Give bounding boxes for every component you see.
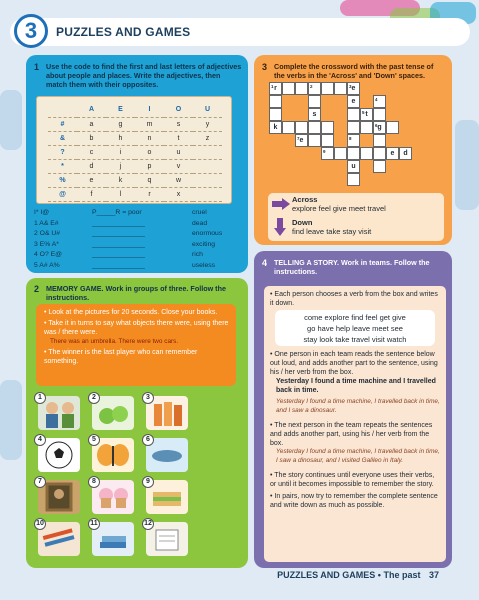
picture-number: 8 bbox=[88, 476, 100, 488]
opposite-word: enormous bbox=[192, 230, 223, 237]
down-words: find leave take stay visit bbox=[292, 227, 372, 236]
clue: 5 A# A% bbox=[34, 261, 60, 269]
code-cell: & bbox=[48, 131, 77, 145]
code-cell bbox=[193, 173, 222, 187]
code-cell: q bbox=[135, 173, 164, 187]
code-cell: u bbox=[164, 145, 193, 159]
crossword-cell[interactable]: 8 bbox=[347, 134, 360, 147]
verb-line: stay look take travel visit watch bbox=[303, 335, 407, 344]
code-cell: c bbox=[77, 145, 106, 159]
opposite-word: rich bbox=[192, 251, 203, 258]
code-table bbox=[48, 103, 222, 202]
page-number: 37 bbox=[428, 570, 439, 580]
crossword-cell[interactable]: 7 e bbox=[295, 134, 308, 147]
code-cell: s bbox=[164, 117, 193, 131]
crossword-grid bbox=[264, 80, 444, 180]
crossword-cell[interactable] bbox=[321, 82, 334, 95]
instruction-bullet: • Look at the pictures for 20 seconds. Close your books. bbox=[44, 309, 218, 316]
code-cell: x bbox=[164, 187, 193, 201]
crossword-cell[interactable]: e bbox=[386, 147, 399, 160]
crossword-cell[interactable]: 4 bbox=[373, 95, 386, 108]
code-header-cell: O bbox=[164, 103, 193, 117]
page-footer bbox=[277, 570, 439, 580]
exercise-1-number: 1 bbox=[34, 62, 40, 72]
clue: 2 O& U# bbox=[34, 230, 61, 237]
picture-number: 11 bbox=[88, 518, 100, 530]
opposite-word: useless bbox=[192, 261, 216, 269]
code-cell: o bbox=[135, 145, 164, 159]
crossword-cell[interactable] bbox=[308, 95, 321, 108]
answer-line[interactable]: P_____R = poor bbox=[92, 209, 142, 216]
picture-number: 5 bbox=[88, 434, 100, 446]
example-sentence: Yesterday I found a time machine, I travelled back in time, I saw a dinosaur, and I visited Galileo in Italy. bbox=[276, 448, 440, 464]
answer-list bbox=[92, 208, 182, 271]
code-cell: h bbox=[106, 131, 135, 145]
instruction-list bbox=[44, 308, 230, 366]
picture-number: 1 bbox=[34, 392, 46, 404]
crossword-cell[interactable] bbox=[334, 82, 347, 95]
step-bullet: • In pairs, now try to remember the complete sentence and write down as much as possible. bbox=[270, 493, 438, 509]
exercise-4-number: 4 bbox=[262, 258, 268, 268]
example-sentence: There was an umbrella. There were two cars. bbox=[50, 338, 179, 345]
starter-sentence: Yesterday I found a time machine and I travelled back in time. bbox=[276, 378, 436, 394]
crossword-cell[interactable] bbox=[282, 121, 295, 134]
picture-number: 7 bbox=[34, 476, 46, 488]
code-cell: # bbox=[48, 117, 77, 131]
clue-list bbox=[34, 208, 84, 271]
picture-number: 12 bbox=[142, 518, 154, 530]
crossword-cell[interactable] bbox=[308, 121, 321, 134]
code-cell: % bbox=[48, 173, 77, 187]
crossword-cell[interactable] bbox=[347, 147, 360, 160]
crossword-cell[interactable]: e bbox=[347, 95, 360, 108]
crossword-cell[interactable]: 1 r bbox=[269, 82, 282, 95]
crossword-cell[interactable]: 3 e bbox=[347, 82, 360, 95]
across-words: explore feel give meet travel bbox=[292, 204, 386, 213]
verb-line: come explore find feel get give bbox=[304, 313, 406, 322]
crossword-cell[interactable] bbox=[373, 160, 386, 173]
code-cell bbox=[193, 159, 222, 173]
code-header-cell: A bbox=[77, 103, 106, 117]
crossword-cell[interactable]: k bbox=[269, 121, 282, 134]
picture-number: 10 bbox=[34, 518, 46, 530]
opposite-word: dead bbox=[192, 219, 208, 227]
instruction-bullet: • The winner is the last player who can remember something. bbox=[44, 349, 198, 365]
exercise-3-instructions: Complete the crossword with the past tense of the verbs in the 'Across' and 'Down' spaces. bbox=[274, 62, 434, 80]
code-cell: n bbox=[135, 131, 164, 145]
crossword-cell[interactable]: 9 bbox=[321, 147, 334, 160]
clue: 4 O? E@ bbox=[34, 251, 63, 258]
step-bullet: • Each person chooses a verb from the box and writes it down. bbox=[270, 291, 438, 307]
code-cell: j bbox=[106, 159, 135, 173]
code-cell: * bbox=[48, 159, 77, 173]
crossword-cell[interactable]: s bbox=[308, 108, 321, 121]
verb-box bbox=[275, 310, 435, 346]
arrow-right-icon bbox=[272, 198, 290, 210]
opposite-word: cruel bbox=[192, 209, 207, 216]
crossword-cell[interactable] bbox=[347, 173, 360, 186]
code-header-cell: U bbox=[193, 103, 222, 117]
crossword-cell[interactable] bbox=[295, 82, 308, 95]
code-cell bbox=[193, 145, 222, 159]
clue: 1 A& E# bbox=[34, 219, 59, 227]
code-cell: y bbox=[193, 117, 222, 131]
step-bullet: • One person in each team reads the sentence below out loud, and adds another part to the sentence, using his / her verb from the box. bbox=[270, 351, 438, 376]
exercise-2-number: 2 bbox=[34, 284, 40, 294]
background-shape bbox=[455, 120, 479, 210]
opposite-word: exciting bbox=[192, 240, 216, 248]
crossword-cell[interactable] bbox=[334, 147, 347, 160]
code-cell: l bbox=[106, 187, 135, 201]
exercise-2-title: MEMORY GAME. Work in groups of three. Follow the instructions. bbox=[46, 284, 226, 302]
exercise-3-number: 3 bbox=[262, 62, 268, 72]
arrow-down-icon bbox=[274, 218, 286, 236]
crossword-cell[interactable] bbox=[269, 95, 282, 108]
code-cell: r bbox=[135, 187, 164, 201]
answer-line[interactable]: ______________ bbox=[92, 261, 145, 269]
answer-line[interactable]: ______________ bbox=[92, 219, 145, 227]
crossword-cell[interactable]: 6 g bbox=[373, 121, 386, 134]
page-title: PUZZLES AND GAMES bbox=[56, 25, 191, 39]
exercise-1-instructions: Use the code to find the first and last letters of adjectives about people and places. Write the adjectives, then match them with their opposites. bbox=[46, 62, 242, 89]
crossword-cell[interactable] bbox=[269, 108, 282, 121]
background-shape bbox=[0, 90, 22, 150]
picture-number: 3 bbox=[142, 392, 154, 404]
step-bullet: • The story continues until everyone uses their verbs, or until it becomes impossible to remember the story. bbox=[270, 472, 435, 488]
code-cell: k bbox=[106, 173, 135, 187]
code-cell: a bbox=[77, 117, 106, 131]
crossword-cell[interactable] bbox=[360, 121, 373, 134]
code-cell bbox=[193, 187, 222, 201]
picture-number: 9 bbox=[142, 476, 154, 488]
crossword-cell[interactable] bbox=[373, 147, 386, 160]
crossword-cell[interactable] bbox=[282, 82, 295, 95]
code-cell: d bbox=[77, 159, 106, 173]
clue: I* I@ bbox=[34, 209, 50, 216]
code-cell: f bbox=[77, 187, 106, 201]
crossword-cell[interactable] bbox=[386, 121, 399, 134]
code-cell: e bbox=[77, 173, 106, 187]
code-cell: v bbox=[164, 159, 193, 173]
background-shape bbox=[0, 380, 22, 460]
step-block bbox=[270, 350, 442, 510]
code-cell: z bbox=[193, 131, 222, 145]
code-header-cell: I bbox=[135, 103, 164, 117]
down-label: Down bbox=[292, 218, 313, 227]
footer-text: PUZZLES AND GAMES • The past bbox=[277, 570, 421, 580]
picture-number: 2 bbox=[88, 392, 100, 404]
unit-number: 3 bbox=[14, 14, 48, 48]
picture-number: 4 bbox=[34, 434, 46, 446]
code-cell: @ bbox=[48, 187, 77, 201]
opposites-list bbox=[192, 208, 242, 271]
code-header-cell: E bbox=[106, 103, 135, 117]
answer-line[interactable]: ______________ bbox=[92, 230, 145, 237]
crossword-cell[interactable]: 5 t bbox=[360, 108, 373, 121]
crossword-cell[interactable]: d bbox=[399, 147, 412, 160]
crossword-cell[interactable] bbox=[308, 134, 321, 147]
example-sentence: Yesterday I found a time machine, I travelled back in time, and I saw a dinosaur. bbox=[276, 398, 440, 414]
step-bullet: • The next person in the team repeats the sentences and adds another part, using his / her verb from the box. bbox=[270, 422, 433, 447]
code-cell: b bbox=[77, 131, 106, 145]
answer-line[interactable]: ______________ bbox=[92, 251, 145, 258]
crossword-cell[interactable] bbox=[347, 108, 360, 121]
crossword-cell[interactable] bbox=[321, 121, 334, 134]
code-cell: g bbox=[106, 117, 135, 131]
code-cell: t bbox=[164, 131, 193, 145]
answer-line[interactable]: ______________ bbox=[92, 240, 145, 248]
instruction-bullet: • Take it in turns to say what objects there were, using there was / there were. bbox=[44, 320, 229, 336]
code-cell: m bbox=[135, 117, 164, 131]
code-cell: i bbox=[106, 145, 135, 159]
code-cell: w bbox=[164, 173, 193, 187]
across-label: Across bbox=[292, 195, 318, 204]
code-cell: ? bbox=[48, 145, 77, 159]
crossword-cell[interactable]: 2 bbox=[308, 82, 321, 95]
crossword-cell[interactable]: u bbox=[347, 160, 360, 173]
crossword-cell[interactable] bbox=[373, 134, 386, 147]
clue: 3 E% A* bbox=[34, 240, 59, 248]
crossword-cell[interactable] bbox=[360, 147, 373, 160]
code-cell: p bbox=[135, 159, 164, 173]
picture-number: 6 bbox=[142, 434, 154, 446]
verb-line: go have help leave meet see bbox=[307, 324, 403, 333]
exercise-4-title: TELLING A STORY. Work in teams. Follow the instructions. bbox=[274, 258, 430, 276]
